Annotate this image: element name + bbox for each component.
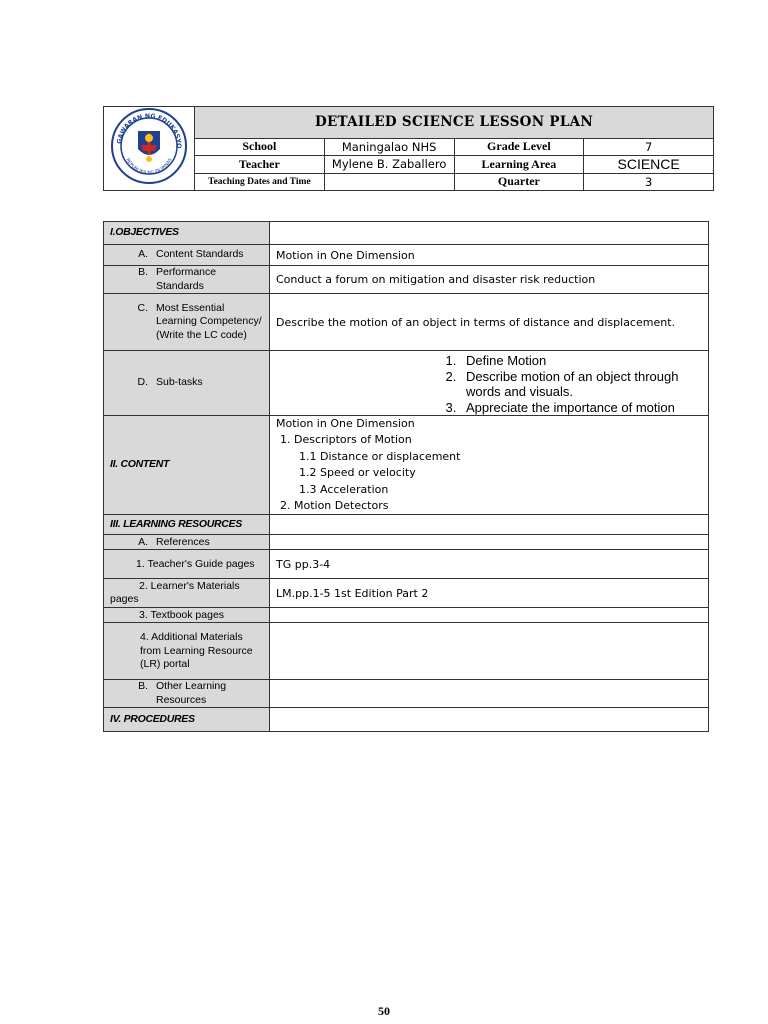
deped-seal-icon	[110, 107, 188, 185]
objectives-heading-blank	[270, 222, 709, 245]
subtask-item: 2. Describe motion of an object through words and visuals.	[460, 369, 708, 400]
additional-materials-value	[270, 623, 709, 680]
content-line: 2. Motion Detectors	[280, 499, 389, 513]
additional-materials-label: 4. Additional Materials from Learning Resource (LR) portal	[104, 623, 270, 680]
references-label: A. References	[104, 535, 270, 550]
learning-area-label: Learning Area	[454, 156, 584, 173]
learners-materials-value: LM.pp.1-5 1st Edition Part 2	[270, 579, 709, 608]
performance-standards-value: Conduct a forum on mitigation and disaster risk reduction	[270, 266, 709, 294]
svg-text:KAGAWARAN NG EDUKASYON: GAWARAN NG EDUKASYO	[116, 112, 183, 149]
content-standards-value: Motion in One Dimension	[270, 245, 709, 266]
learners-materials-label: 2. Learner's Materials pages	[104, 579, 270, 608]
teachers-guide-value: TG pp.3-4	[270, 550, 709, 579]
document-title: DETAILED SCIENCE LESSON PLAN	[195, 107, 714, 139]
learning-area-value: SCIENCE	[584, 156, 714, 173]
content-standards-label: A. Content Standards	[104, 245, 270, 266]
learning-resources-heading: III. LEARNING RESOURCES	[104, 515, 270, 535]
school-value: Maningalao NHS	[324, 138, 454, 155]
content-line: Motion in One Dimension	[276, 417, 415, 430]
content-value	[270, 416, 709, 515]
content-line: 1.1 Distance or displacement	[299, 449, 461, 463]
page-number: 50	[378, 1004, 390, 1018]
content-heading: II. CONTENT	[104, 416, 270, 515]
subtasks-label: D. Sub-tasks	[104, 351, 270, 416]
textbook-pages-value	[270, 608, 709, 623]
references-blank	[270, 535, 709, 550]
lesson-plan-table	[103, 221, 709, 732]
other-resources-value	[270, 680, 709, 708]
subtask-item: 3. Appreciate the importance of motion	[460, 400, 708, 416]
melc-label: C. Most Essential Learning Competency/ (Write the LC code)	[104, 294, 270, 351]
textbook-pages-label: 3. Textbook pages	[104, 608, 270, 623]
content-line: 1.2 Speed or velocity	[299, 466, 416, 480]
lesson-plan-header	[103, 106, 714, 191]
procedures-blank	[270, 708, 709, 732]
objectives-heading: I.OBJECTIVES	[104, 222, 270, 245]
subtasks-list	[270, 353, 708, 415]
svg-text:REPUBLIKA NG PILIPINAS: REPUBLIKA NG PILIPINAS	[124, 157, 174, 177]
school-label: School	[195, 138, 325, 155]
teacher-value: Mylene B. Zaballero	[324, 156, 454, 173]
teacher-label: Teacher	[195, 156, 325, 173]
quarter-label: Quarter	[454, 173, 584, 190]
grade-level-value: 7	[584, 138, 714, 155]
subtasks-value	[270, 351, 709, 416]
subtask-item: 1. Define Motion	[460, 353, 708, 369]
quarter-value: 3	[584, 173, 714, 190]
procedures-heading: IV. PROCEDURES	[104, 708, 270, 732]
performance-standards-label: B. Performance Standards	[104, 266, 270, 294]
content-line: 1.3 Acceleration	[299, 482, 389, 496]
learning-resources-blank	[270, 515, 709, 535]
teaching-dates-label: Teaching Dates and Time	[195, 173, 325, 190]
logo-cell	[104, 107, 195, 191]
melc-value: Describe the motion of an object in terms of distance and displacement.	[270, 294, 709, 351]
teachers-guide-label: 1. Teacher's Guide pages	[104, 550, 270, 579]
teaching-dates-value	[324, 173, 454, 190]
other-resources-label: B. Other Learning Resources	[104, 680, 270, 708]
content-line: 1. Descriptors of Motion	[280, 433, 412, 447]
grade-level-label: Grade Level	[454, 138, 584, 155]
